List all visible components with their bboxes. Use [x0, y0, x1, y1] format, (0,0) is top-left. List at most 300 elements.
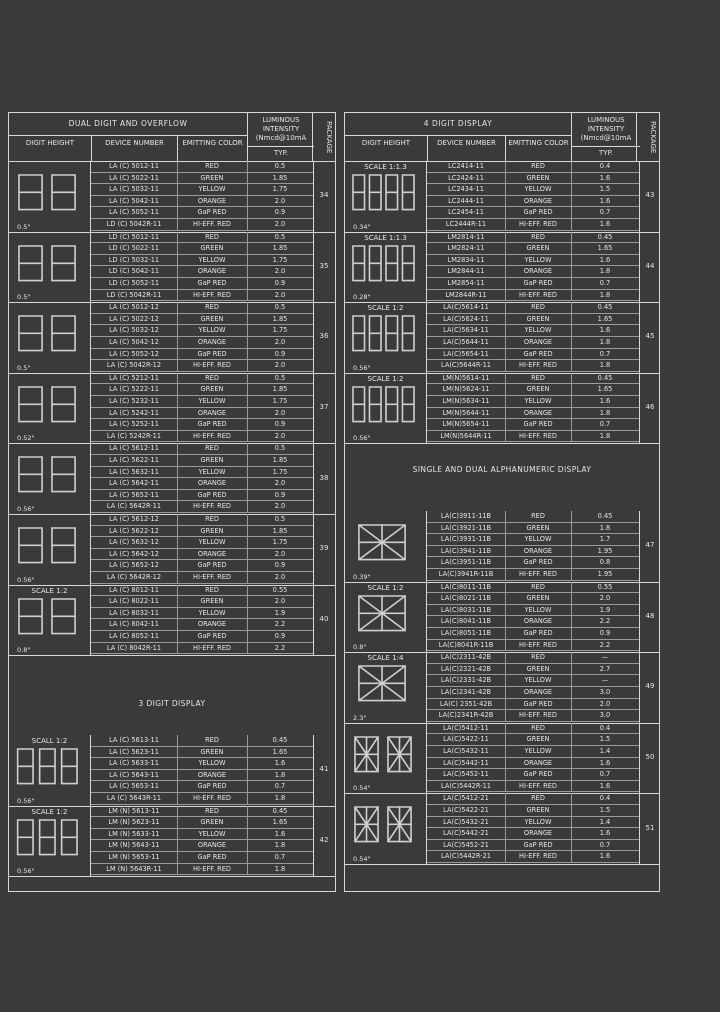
table-row — [91, 373, 313, 385]
digit-height-cell — [9, 514, 91, 585]
luminous-typ: 1.4 — [599, 746, 611, 755]
emitting-color: GaP RED — [197, 278, 227, 287]
device-number: LA (C) 5212-11 — [109, 373, 159, 382]
device-number: LA (C) 5622-12 — [109, 526, 159, 535]
digit-height-cell — [345, 302, 427, 373]
device-number: LC2444-11 — [448, 196, 484, 205]
luminous-typ: 1.5 — [599, 185, 611, 194]
package-number: 47 — [645, 541, 655, 550]
emitting-color: YELLOW — [198, 608, 226, 617]
emitting-color: YELLOW — [198, 829, 226, 838]
luminous-typ: 1.6 — [599, 758, 611, 767]
luminous-typ: 2.0 — [274, 196, 286, 205]
luminous-typ: 1.65 — [597, 314, 613, 323]
device-number: LA (C) 5022-12 — [109, 314, 159, 323]
digit-height-cell — [345, 511, 427, 582]
luminous-typ: 2.0 — [274, 549, 286, 558]
device-number: LA (C) 5012-12 — [109, 303, 159, 312]
emitting-color: ORANGE — [197, 196, 227, 205]
device-number: LD (C) 5032-11 — [108, 255, 160, 264]
package-number: 41 — [319, 765, 329, 774]
digit-size-label: 0.8" — [353, 643, 367, 652]
digit-size-label: 0.56" — [17, 796, 35, 805]
device-number: LM(N)5624-11 — [442, 385, 490, 394]
emitting-color: HI-EFF. RED — [519, 220, 557, 228]
emitting-color: RED — [531, 723, 545, 732]
package-number: 38 — [319, 473, 329, 482]
table-row — [427, 640, 639, 652]
digit-height-cell — [9, 373, 91, 444]
emitting-color: RED — [531, 794, 545, 803]
table-row — [427, 173, 639, 185]
luminous-typ: 0.7 — [599, 420, 611, 429]
digit-size-label: 0.56" — [17, 575, 35, 584]
table-row — [427, 302, 639, 314]
table-row — [91, 549, 313, 561]
digit-display-icon — [13, 244, 83, 285]
table-row — [427, 851, 639, 863]
luminous-typ: 1.85 — [272, 244, 288, 253]
device-number: LA(C)5412-11 — [443, 723, 489, 732]
luminous-typ: 0.9 — [274, 420, 286, 429]
emitting-color: HI-EFF. RED — [519, 570, 557, 578]
device-number: LA(C)5422-21 — [443, 805, 489, 814]
device-number: LA(C)8031-11B — [440, 605, 492, 614]
device-number: LA (C) 5042-12 — [109, 337, 159, 346]
luminous-typ: 2.7 — [599, 664, 611, 673]
digit-display-icon — [349, 173, 419, 214]
emitting-color: GaP RED — [197, 561, 227, 570]
emitting-color: YELLOW — [524, 746, 552, 755]
digit-height-cell — [9, 443, 91, 514]
luminous-typ: 1.85 — [272, 314, 288, 323]
table-row — [91, 255, 313, 267]
table-row — [427, 628, 639, 640]
device-number: LA (C) 5642-12 — [109, 549, 159, 558]
device-number: LA (C) 5032-11 — [109, 185, 159, 194]
luminous-typ: 0.7 — [274, 782, 286, 791]
table-row — [91, 478, 313, 490]
table-row — [427, 781, 639, 793]
emitting-color: ORANGE — [197, 549, 227, 558]
emitting-color: RED — [531, 162, 545, 170]
table-row — [91, 349, 313, 361]
device-number: LA (C) 5042-11 — [109, 196, 159, 205]
luminous-typ: 1.75 — [272, 396, 288, 405]
table-row — [91, 266, 313, 278]
emitting-color: GREEN — [526, 594, 550, 603]
table-row — [427, 325, 639, 337]
device-number: LA(C)5644-11 — [443, 337, 489, 346]
emitting-color: GREEN — [526, 735, 550, 744]
luminous-typ: 2.0 — [599, 594, 611, 603]
table-row — [427, 652, 639, 664]
emitting-color: ORANGE — [197, 267, 227, 276]
table-row — [427, 314, 639, 326]
emitting-color: YELLOW — [198, 326, 226, 335]
device-number: LM(N)5614-11 — [442, 373, 490, 382]
device-number: LA (C) 5232-11 — [109, 396, 159, 405]
device-number: LD (C) 5052-11 — [108, 278, 160, 287]
luminous-typ: 0.45 — [597, 373, 613, 382]
device-number: LA (C) 5612-12 — [109, 515, 159, 523]
emitting-color: GaP RED — [197, 490, 227, 499]
table-row — [427, 232, 639, 244]
luminous-typ: 0.45 — [272, 806, 288, 815]
table-row — [91, 419, 313, 431]
table-row — [91, 852, 313, 864]
emitting-color: HI-EFF. RED — [193, 643, 231, 652]
left-title: DUAL DIGIT AND OVERFLOW — [9, 113, 247, 136]
device-number: LA (C) 5652-11 — [109, 490, 159, 499]
device-number: LC2434-11 — [448, 185, 484, 194]
table-row — [91, 278, 313, 290]
luminous-typ: 2.2 — [274, 620, 286, 629]
luminous-typ: 0.45 — [597, 232, 613, 241]
digit-height-cell — [345, 232, 427, 303]
device-number: LA (C) 5042R-12 — [106, 361, 162, 370]
device-number: LM (N) 5633-11 — [108, 829, 160, 838]
device-number: LM2824-11 — [447, 244, 485, 253]
luminous-typ: 1.8 — [599, 267, 611, 276]
luminous-typ: 0.5 — [274, 303, 286, 312]
emitting-color: HI-EFF. RED — [193, 864, 231, 873]
luminous-typ: 1.6 — [599, 196, 611, 205]
emitting-color: YELLOW — [524, 817, 552, 826]
device-number: LA(C)3911-11B — [440, 512, 492, 520]
luminous-typ: 2.2 — [274, 643, 286, 652]
emitting-color: RED — [205, 585, 219, 594]
table-row — [91, 585, 313, 597]
luminous-typ: 0.5 — [274, 162, 286, 170]
table-row — [427, 243, 639, 255]
table-row — [91, 735, 313, 747]
digit-display-icon — [13, 747, 83, 788]
emitting-color: ORANGE — [523, 337, 553, 346]
device-number: LA(C)5422-11 — [443, 735, 489, 744]
emitting-color: ORANGE — [197, 337, 227, 346]
table-row — [91, 781, 313, 793]
table-row — [427, 769, 639, 781]
device-number: LA (C) 8042R-11 — [106, 643, 162, 652]
emitting-color: HI-EFF. RED — [519, 852, 557, 861]
emitting-color: YELLOW — [198, 538, 226, 547]
table-row — [91, 173, 313, 185]
device-number: LA(C)5634-11 — [443, 326, 489, 335]
luminous-typ: 1.8 — [599, 431, 611, 440]
emitting-color: GaP RED — [523, 699, 553, 708]
scale-label: SCALE 1:1.3 — [364, 163, 407, 171]
device-number: LA(C)8051-11B — [440, 628, 492, 637]
table-row — [427, 511, 639, 523]
emitting-color: GREEN — [200, 385, 224, 394]
table-row — [91, 864, 313, 876]
luminous-typ: 1.7 — [599, 535, 611, 544]
digit-display-icon — [349, 385, 419, 426]
emitting-color: ORANGE — [523, 617, 553, 626]
table-row — [427, 734, 639, 746]
device-number: LM (N) 5623-11 — [108, 818, 160, 827]
digit-display-icon — [13, 314, 83, 355]
luminous-typ: 0.8 — [599, 558, 611, 567]
device-number: LA (C) 5052-11 — [109, 208, 159, 217]
table-row — [427, 360, 639, 372]
luminous-typ: 0.45 — [597, 512, 613, 520]
table-row — [427, 534, 639, 546]
digit-size-label: 0.54" — [353, 854, 371, 863]
device-number: LA(C)2311-42B — [440, 653, 492, 662]
digit-display-icon — [13, 455, 83, 496]
device-number: LA (C) 5652-12 — [109, 561, 159, 570]
luminous-typ: 2.0 — [274, 220, 286, 228]
emitting-color: HI-EFF. RED — [193, 794, 231, 802]
luminous-typ: 0.4 — [599, 794, 611, 803]
table-row — [427, 349, 639, 361]
table-row — [427, 161, 639, 173]
luminous-typ: 1.9 — [274, 608, 286, 617]
table-row — [427, 396, 639, 408]
table-row — [427, 699, 639, 711]
emitting-color: RED — [205, 736, 219, 744]
table-row — [427, 207, 639, 219]
emitting-color: HI-EFF. RED — [519, 781, 557, 790]
left-col-pkg: PACKAGE — [312, 113, 335, 161]
luminous-typ: 1.4 — [599, 817, 611, 826]
table-row — [91, 196, 313, 208]
device-number: LA (C) 5242-11 — [109, 408, 159, 417]
emitting-color: GREEN — [526, 664, 550, 673]
device-number: LA (C) 5642R-11 — [106, 502, 162, 511]
table-row — [91, 443, 313, 455]
emitting-color: RED — [205, 232, 219, 241]
emitting-color: YELLOW — [198, 396, 226, 405]
device-number: LA (C) 5613-11 — [109, 736, 159, 744]
luminous-typ: 1.6 — [599, 220, 611, 228]
emitting-color: GREEN — [200, 314, 224, 323]
emitting-color: GREEN — [526, 314, 550, 323]
device-number: LA(C)3941-11B — [440, 546, 492, 555]
emitting-color: GREEN — [526, 244, 550, 253]
device-number: LM (N) 5643-11 — [108, 841, 160, 850]
emitting-color: HI-EFF. RED — [193, 361, 231, 370]
right-col-pkg: PACKAGE — [636, 113, 659, 161]
right-mid-title: SINGLE AND DUAL ALPHANUMERIC DISPLAY — [412, 465, 592, 474]
emitting-color: YELLOW — [524, 185, 552, 194]
emitting-color: ORANGE — [523, 687, 553, 696]
emitting-color: RED — [531, 232, 545, 241]
right-col-device: DEVICE NUMBER — [427, 135, 505, 161]
package-number: 37 — [319, 403, 329, 412]
device-number: LA (C) 5622-11 — [109, 455, 159, 464]
emitting-color: YELLOW — [524, 396, 552, 405]
device-number: LA(C)2331-42B — [440, 676, 492, 685]
left-group-36 — [9, 302, 335, 374]
digit-height-cell — [9, 585, 91, 656]
luminous-typ: 0.9 — [274, 208, 286, 217]
digit-height-cell — [9, 735, 91, 806]
package-number: 40 — [319, 614, 329, 623]
emitting-color: HI-EFF. RED — [519, 361, 557, 370]
emitting-color: ORANGE — [197, 841, 227, 850]
device-number: LA (C) 5052-12 — [109, 349, 159, 358]
device-number: LM(N)5654-11 — [442, 420, 490, 429]
package-number: 35 — [319, 261, 329, 270]
device-number: LD (C) 5022-11 — [108, 244, 160, 253]
right-col-color: EMITTING COLOR — [505, 135, 571, 161]
table-row — [91, 537, 313, 549]
left-col-device: DEVICE NUMBER — [91, 135, 177, 161]
table-row — [427, 746, 639, 758]
emitting-color: GREEN — [200, 455, 224, 464]
luminous-typ: 1.95 — [597, 546, 613, 555]
table-row — [427, 569, 639, 581]
device-number: LA(C)2341-42B — [440, 687, 492, 696]
table-row — [427, 184, 639, 196]
table-row — [91, 431, 313, 443]
left-group-38 — [9, 443, 335, 515]
package-number: 49 — [645, 682, 655, 691]
scale-label: SCALE 1:4 — [367, 654, 404, 663]
device-number: LA(C)5654-11 — [443, 349, 489, 358]
emitting-color: GREEN — [200, 526, 224, 535]
device-number: LA (C) 8032-11 — [109, 608, 159, 617]
digit-size-label: 0.5" — [17, 222, 31, 231]
luminous-typ: 2.0 — [274, 361, 286, 370]
table-row — [91, 314, 313, 326]
luminous-typ: 1.8 — [599, 290, 611, 299]
table-row — [91, 793, 313, 805]
luminous-typ: 1.65 — [597, 244, 613, 253]
luminous-typ: 1.85 — [272, 455, 288, 464]
emitting-color: GREEN — [200, 244, 224, 253]
device-number: LA (C) 5012-11 — [109, 162, 159, 170]
emitting-color: GREEN — [526, 805, 550, 814]
table-row — [91, 396, 313, 408]
luminous-typ: 1.6 — [599, 326, 611, 335]
emitting-color: GaP RED — [197, 420, 227, 429]
digit-display-icon — [13, 597, 83, 638]
table-row — [91, 829, 313, 841]
luminous-typ: 1.8 — [274, 864, 286, 873]
emitting-color: ORANGE — [523, 267, 553, 276]
digit-display-icon — [13, 385, 83, 426]
left-group-40 — [9, 585, 335, 657]
device-number: LA(C)5624-11 — [443, 314, 489, 323]
emitting-color: HI-EFF. RED — [519, 431, 557, 440]
emitting-color: ORANGE — [523, 758, 553, 767]
luminous-typ: 3.0 — [599, 711, 611, 720]
left-group-39 — [9, 514, 335, 586]
luminous-typ: 1.9 — [599, 605, 611, 614]
left3-group-42 — [9, 806, 335, 878]
device-number: LM(N)5644R-11 — [440, 431, 492, 440]
emitting-color: GaP RED — [523, 349, 553, 358]
package-number: 34 — [319, 191, 329, 200]
luminous-typ: 1.6 — [599, 852, 611, 861]
luminous-typ: 2.0 — [274, 267, 286, 276]
table-row — [427, 710, 639, 722]
table-row — [91, 572, 313, 584]
digit-size-label: 0.54" — [353, 784, 371, 793]
device-number: LM (N) 5643R-11 — [106, 864, 162, 873]
luminous-typ: 0.9 — [599, 628, 611, 637]
device-number: LA(C)5412-21 — [443, 794, 489, 803]
device-number: LA (C) 8012-11 — [109, 585, 159, 594]
device-number: LA(C)5432-11 — [443, 746, 489, 755]
luminous-typ: 2.0 — [274, 502, 286, 511]
emitting-color: HI-EFF. RED — [519, 640, 557, 649]
emitting-color: GREEN — [526, 523, 550, 532]
table-row — [91, 337, 313, 349]
luminous-typ: 0.7 — [599, 278, 611, 287]
device-number: LA(C)8041-11B — [440, 617, 492, 626]
emitting-color: YELLOW — [524, 676, 552, 685]
luminous-typ: 1.75 — [272, 255, 288, 264]
table-row — [91, 232, 313, 244]
table-row — [427, 373, 639, 385]
luminous-typ: 0.7 — [599, 349, 611, 358]
luminous-typ: 2.0 — [274, 597, 286, 606]
emitting-color: GREEN — [200, 173, 224, 182]
table-row — [91, 408, 313, 420]
emitting-color: YELLOW — [524, 535, 552, 544]
table-row — [427, 523, 639, 535]
alnum-group-50 — [345, 723, 659, 795]
luminous-typ: 0.4 — [599, 723, 611, 732]
table-row — [91, 526, 313, 538]
luminous-typ: 1.75 — [272, 538, 288, 547]
left-group-35 — [9, 232, 335, 304]
digit-display-icon — [13, 173, 83, 214]
table-row — [427, 723, 639, 735]
table-row — [91, 560, 313, 572]
device-number: LA(C)8021-11B — [440, 594, 492, 603]
digit-display-icon — [349, 244, 419, 285]
four-digit-panel — [344, 112, 660, 892]
luminous-typ: 0.5 — [274, 515, 286, 523]
digit-size-label: 0.8" — [17, 646, 31, 655]
table-row — [427, 266, 639, 278]
luminous-typ: 1.65 — [272, 747, 288, 756]
device-number: LA (C) 5222-11 — [109, 385, 159, 394]
device-number: LA (C) 5242R-11 — [106, 431, 162, 440]
table-row — [427, 255, 639, 267]
left-group-37 — [9, 373, 335, 445]
scale-label: SCALE 1:2 — [31, 807, 68, 816]
table-row — [91, 243, 313, 255]
right-col-lum: LUMINOUS INTENSITY (Nmcd@10mA TYP. — [571, 113, 640, 161]
scale-label: SCALE 1:2 — [367, 583, 404, 592]
emitting-color: HI-EFF. RED — [193, 431, 231, 440]
luminous-typ: 1.5 — [599, 805, 611, 814]
device-number: LA(C)8041R-11B — [438, 640, 494, 649]
luminous-typ: 1.65 — [272, 818, 288, 827]
table-row — [91, 631, 313, 643]
table-row — [91, 490, 313, 502]
emitting-color: HI-EFF. RED — [193, 220, 231, 228]
package-number: 42 — [319, 835, 329, 844]
emitting-color: GaP RED — [523, 208, 553, 217]
device-number: LA (C) 5653-11 — [109, 782, 159, 791]
device-number: LA (C) 5022-11 — [109, 173, 159, 182]
emitting-color: ORANGE — [197, 620, 227, 629]
alnum-group-48 — [345, 582, 659, 654]
luminous-typ: 0.9 — [274, 278, 286, 287]
device-number: LA (C) 5632-11 — [109, 467, 159, 476]
emitting-color: GaP RED — [523, 420, 553, 429]
device-number: LA(C)3951-11B — [440, 558, 492, 567]
table-row — [427, 805, 639, 817]
